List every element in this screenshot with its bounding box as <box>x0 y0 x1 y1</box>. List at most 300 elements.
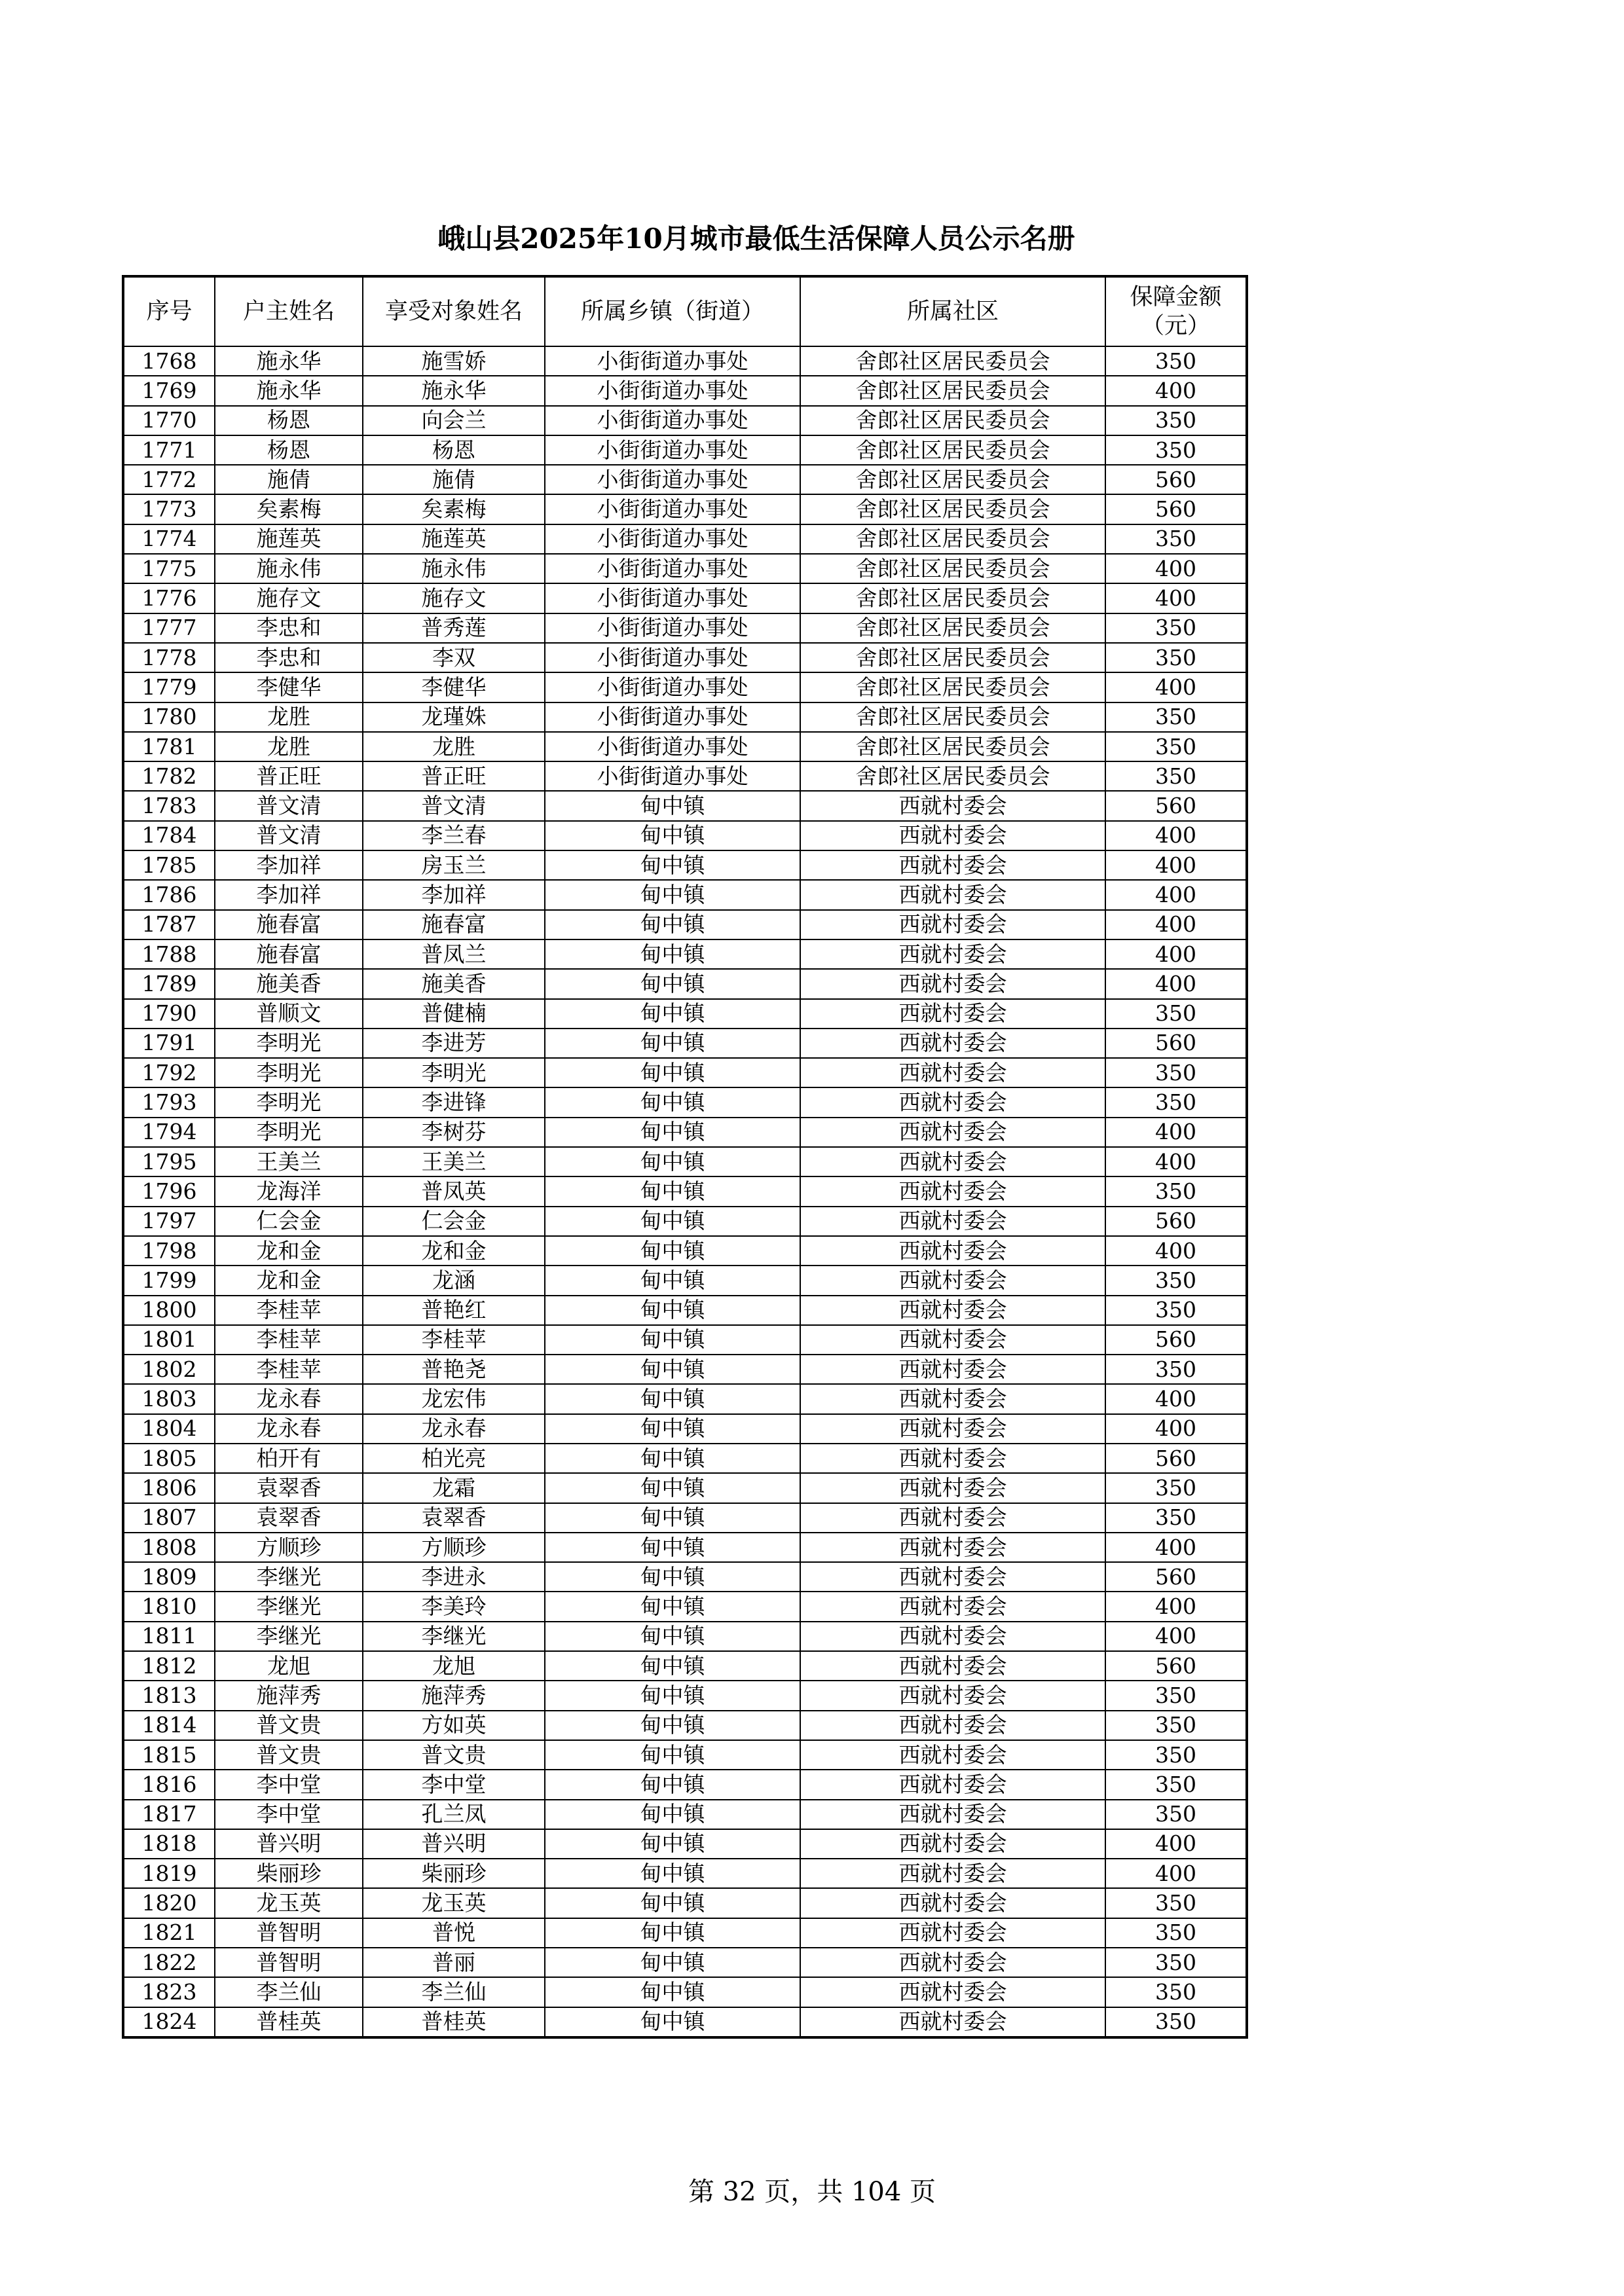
table-row <box>123 1325 1247 1355</box>
cell-township: 甸中镇 <box>545 1592 800 1621</box>
cell-community: 西就村委会 <box>800 1562 1105 1592</box>
cell-index: 1794 <box>123 1118 215 1147</box>
cell-community: 西就村委会 <box>800 1147 1105 1176</box>
cell-community: 西就村委会 <box>800 1325 1105 1355</box>
table-row <box>123 1176 1247 1206</box>
cell-township: 甸中镇 <box>545 1266 800 1295</box>
cell-amount: 350 <box>1105 1800 1247 1829</box>
cell-index: 1807 <box>123 1503 215 1533</box>
cell-amount: 560 <box>1105 465 1247 494</box>
cell-household-head: 李继光 <box>215 1622 363 1651</box>
cell-township: 甸中镇 <box>545 1118 800 1147</box>
cell-amount: 400 <box>1105 1592 1247 1621</box>
cell-amount: 350 <box>1105 524 1247 554</box>
cell-township: 甸中镇 <box>545 1444 800 1473</box>
cell-township: 甸中镇 <box>545 850 800 880</box>
cell-township: 甸中镇 <box>545 1147 800 1176</box>
cell-index: 1818 <box>123 1829 215 1859</box>
cell-beneficiary: 王美兰 <box>363 1147 545 1176</box>
cell-beneficiary: 房玉兰 <box>363 850 545 880</box>
cell-household-head: 普文贵 <box>215 1711 363 1740</box>
cell-index: 1791 <box>123 1029 215 1058</box>
cell-household-head: 袁翠香 <box>215 1503 363 1533</box>
cell-beneficiary: 龙永春 <box>363 1414 545 1444</box>
cell-index: 1774 <box>123 524 215 554</box>
cell-township: 小街街道办事处 <box>545 761 800 791</box>
table-row <box>123 1414 1247 1444</box>
cell-township: 小街街道办事处 <box>545 672 800 702</box>
cell-index: 1769 <box>123 376 215 405</box>
cell-community: 西就村委会 <box>800 1207 1105 1236</box>
cell-community: 西就村委会 <box>800 1355 1105 1384</box>
cell-household-head: 施永伟 <box>215 554 363 583</box>
cell-beneficiary: 李美玲 <box>363 1592 545 1621</box>
cell-beneficiary: 普丽 <box>363 1948 545 1977</box>
cell-beneficiary: 李双 <box>363 643 545 672</box>
cell-community: 西就村委会 <box>800 1592 1105 1621</box>
cell-household-head: 施莲英 <box>215 524 363 554</box>
cell-community: 西就村委会 <box>800 1859 1105 1888</box>
cell-community: 西就村委会 <box>800 1503 1105 1533</box>
cell-township: 甸中镇 <box>545 1770 800 1799</box>
table-row <box>123 1355 1247 1384</box>
cell-township: 甸中镇 <box>545 1977 800 2007</box>
cell-index: 1784 <box>123 821 215 850</box>
cell-amount: 350 <box>1105 613 1247 643</box>
cell-beneficiary: 普桂英 <box>363 2007 545 2037</box>
cell-community: 西就村委会 <box>800 1711 1105 1740</box>
cell-household-head: 李继光 <box>215 1562 363 1592</box>
cell-township: 甸中镇 <box>545 1325 800 1355</box>
cell-community: 西就村委会 <box>800 1414 1105 1444</box>
cell-beneficiary: 普艳红 <box>363 1296 545 1325</box>
cell-index: 1789 <box>123 969 215 998</box>
cell-community: 西就村委会 <box>800 1888 1105 1918</box>
cell-beneficiary: 李进芳 <box>363 1029 545 1058</box>
cell-amount: 400 <box>1105 1147 1247 1176</box>
cell-community: 西就村委会 <box>800 2007 1105 2037</box>
cell-amount: 560 <box>1105 1207 1247 1236</box>
cell-index: 1779 <box>123 672 215 702</box>
cell-amount: 350 <box>1105 1473 1247 1503</box>
cell-amount: 400 <box>1105 1829 1247 1859</box>
table-row <box>123 435 1247 465</box>
cell-township: 甸中镇 <box>545 1651 800 1681</box>
cell-index: 1795 <box>123 1147 215 1176</box>
table-row <box>123 672 1247 702</box>
cell-index: 1817 <box>123 1800 215 1829</box>
table-row <box>123 939 1247 969</box>
cell-amount: 400 <box>1105 1414 1247 1444</box>
cell-township: 甸中镇 <box>545 999 800 1029</box>
cell-beneficiary: 普健楠 <box>363 999 545 1029</box>
cell-amount: 400 <box>1105 1622 1247 1651</box>
cell-index: 1811 <box>123 1622 215 1651</box>
cell-index: 1776 <box>123 583 215 613</box>
cell-community: 舍郎社区居民委员会 <box>800 435 1105 465</box>
cell-beneficiary: 普正旺 <box>363 761 545 791</box>
table-row <box>123 643 1247 672</box>
cell-household-head: 李明光 <box>215 1058 363 1087</box>
cell-household-head: 施萍秀 <box>215 1681 363 1710</box>
table-row <box>123 1087 1247 1117</box>
cell-household-head: 龙玉英 <box>215 1888 363 1918</box>
table-row <box>123 1058 1247 1087</box>
cell-household-head: 施永华 <box>215 346 363 376</box>
cell-index: 1798 <box>123 1236 215 1266</box>
cell-household-head: 龙永春 <box>215 1414 363 1444</box>
cell-township: 甸中镇 <box>545 1296 800 1325</box>
cell-amount: 350 <box>1105 1888 1247 1918</box>
cell-index: 1781 <box>123 732 215 761</box>
cell-household-head: 龙和金 <box>215 1266 363 1295</box>
cell-beneficiary: 李中堂 <box>363 1770 545 1799</box>
cell-household-head: 李明光 <box>215 1118 363 1147</box>
page-footer: 第 32 页，共 104 页 <box>688 2177 936 2207</box>
cell-amount: 350 <box>1105 1058 1247 1087</box>
cell-beneficiary: 李加祥 <box>363 880 545 909</box>
cell-index: 1823 <box>123 1977 215 2007</box>
cell-community: 西就村委会 <box>800 1918 1105 1948</box>
cell-township: 小街街道办事处 <box>545 613 800 643</box>
cell-beneficiary: 杨恩 <box>363 435 545 465</box>
cell-community: 西就村委会 <box>800 910 1105 939</box>
cell-household-head: 施美香 <box>215 969 363 998</box>
cell-amount: 560 <box>1105 1651 1247 1681</box>
cell-township: 甸中镇 <box>545 1829 800 1859</box>
cell-beneficiary: 李树芬 <box>363 1118 545 1147</box>
cell-beneficiary: 施永华 <box>363 376 545 405</box>
cell-index: 1775 <box>123 554 215 583</box>
roster-table <box>122 275 1248 2039</box>
cell-amount: 350 <box>1105 732 1247 761</box>
cell-index: 1806 <box>123 1473 215 1503</box>
table-row <box>123 1236 1247 1266</box>
cell-amount: 350 <box>1105 999 1247 1029</box>
cell-household-head: 柏开有 <box>215 1444 363 1473</box>
table-row <box>123 1622 1247 1651</box>
cell-beneficiary: 李进锋 <box>363 1087 545 1117</box>
cell-community: 西就村委会 <box>800 821 1105 850</box>
cell-community: 舍郎社区居民委员会 <box>800 406 1105 435</box>
cell-household-head: 矣素梅 <box>215 494 363 524</box>
cell-household-head: 李明光 <box>215 1029 363 1058</box>
cell-beneficiary: 方顺珍 <box>363 1533 545 1562</box>
cell-community: 西就村委会 <box>800 1444 1105 1473</box>
cell-community: 舍郎社区居民委员会 <box>800 376 1105 405</box>
cell-index: 1792 <box>123 1058 215 1087</box>
cell-household-head: 普正旺 <box>215 761 363 791</box>
cell-index: 1824 <box>123 2007 215 2037</box>
cell-beneficiary: 普文清 <box>363 791 545 820</box>
cell-beneficiary: 普秀莲 <box>363 613 545 643</box>
cell-household-head: 李中堂 <box>215 1770 363 1799</box>
cell-household-head: 龙和金 <box>215 1236 363 1266</box>
cell-amount: 400 <box>1105 821 1247 850</box>
cell-community: 西就村委会 <box>800 1622 1105 1651</box>
cell-community: 西就村委会 <box>800 1087 1105 1117</box>
table-row <box>123 702 1247 732</box>
cell-township: 甸中镇 <box>545 1207 800 1236</box>
table-row <box>123 910 1247 939</box>
cell-township: 小街街道办事处 <box>545 583 800 613</box>
header-household-head: 户主姓名 <box>215 276 363 346</box>
cell-township: 甸中镇 <box>545 1176 800 1206</box>
cell-beneficiary: 李明光 <box>363 1058 545 1087</box>
cell-index: 1778 <box>123 643 215 672</box>
cell-amount: 560 <box>1105 1562 1247 1592</box>
cell-township: 甸中镇 <box>545 1503 800 1533</box>
cell-township: 甸中镇 <box>545 1681 800 1710</box>
cell-beneficiary: 施永伟 <box>363 554 545 583</box>
cell-township: 甸中镇 <box>545 880 800 909</box>
cell-community: 西就村委会 <box>800 1236 1105 1266</box>
cell-community: 舍郎社区居民委员会 <box>800 346 1105 376</box>
cell-index: 1768 <box>123 346 215 376</box>
cell-beneficiary: 龙旭 <box>363 1651 545 1681</box>
cell-amount: 400 <box>1105 910 1247 939</box>
cell-household-head: 普文清 <box>215 791 363 820</box>
cell-household-head: 龙永春 <box>215 1384 363 1413</box>
cell-index: 1790 <box>123 999 215 1029</box>
cell-township: 小街街道办事处 <box>545 406 800 435</box>
cell-community: 西就村委会 <box>800 1533 1105 1562</box>
table-row <box>123 1029 1247 1058</box>
cell-beneficiary: 李继光 <box>363 1622 545 1651</box>
cell-amount: 400 <box>1105 583 1247 613</box>
cell-beneficiary: 普凤英 <box>363 1176 545 1206</box>
cell-community: 舍郎社区居民委员会 <box>800 643 1105 672</box>
cell-index: 1810 <box>123 1592 215 1621</box>
cell-household-head: 普文清 <box>215 821 363 850</box>
cell-household-head: 方顺珍 <box>215 1533 363 1562</box>
cell-amount: 350 <box>1105 1740 1247 1770</box>
cell-beneficiary: 施存文 <box>363 583 545 613</box>
cell-township: 甸中镇 <box>545 1622 800 1651</box>
cell-amount: 400 <box>1105 672 1247 702</box>
cell-beneficiary: 李进永 <box>363 1562 545 1592</box>
cell-household-head: 李忠和 <box>215 643 363 672</box>
cell-township: 甸中镇 <box>545 791 800 820</box>
cell-index: 1785 <box>123 850 215 880</box>
cell-amount: 560 <box>1105 494 1247 524</box>
cell-community: 西就村委会 <box>800 1948 1105 1977</box>
cell-household-head: 李桂苹 <box>215 1296 363 1325</box>
cell-community: 西就村委会 <box>800 1651 1105 1681</box>
cell-amount: 350 <box>1105 1296 1247 1325</box>
table-row <box>123 1888 1247 1918</box>
cell-beneficiary: 龙涵 <box>363 1266 545 1295</box>
cell-community: 舍郎社区居民委员会 <box>800 494 1105 524</box>
cell-community: 舍郎社区居民委员会 <box>800 702 1105 732</box>
cell-amount: 560 <box>1105 1029 1247 1058</box>
cell-index: 1788 <box>123 939 215 969</box>
cell-community: 西就村委会 <box>800 1977 1105 2007</box>
cell-amount: 560 <box>1105 1325 1247 1355</box>
cell-township: 甸中镇 <box>545 1888 800 1918</box>
cell-index: 1812 <box>123 1651 215 1681</box>
cell-beneficiary: 普兴明 <box>363 1829 545 1859</box>
cell-index: 1809 <box>123 1562 215 1592</box>
cell-community: 西就村委会 <box>800 1770 1105 1799</box>
cell-community: 舍郎社区居民委员会 <box>800 583 1105 613</box>
cell-amount: 350 <box>1105 435 1247 465</box>
cell-index: 1821 <box>123 1918 215 1948</box>
cell-index: 1808 <box>123 1533 215 1562</box>
cell-amount: 560 <box>1105 1444 1247 1473</box>
table-row <box>123 494 1247 524</box>
cell-township: 甸中镇 <box>545 1384 800 1413</box>
cell-household-head: 普桂英 <box>215 2007 363 2037</box>
cell-index: 1793 <box>123 1087 215 1117</box>
cell-index: 1770 <box>123 406 215 435</box>
table-header-row <box>123 276 1247 346</box>
header-amount-line2: （元） <box>1141 313 1210 339</box>
cell-township: 小街街道办事处 <box>545 494 800 524</box>
cell-household-head: 龙旭 <box>215 1651 363 1681</box>
table-row <box>123 850 1247 880</box>
cell-beneficiary: 龙宏伟 <box>363 1384 545 1413</box>
table-row <box>123 1918 1247 1948</box>
cell-beneficiary: 方如英 <box>363 1711 545 1740</box>
cell-household-head: 李加祥 <box>215 850 363 880</box>
cell-community: 西就村委会 <box>800 1740 1105 1770</box>
cell-index: 1787 <box>123 910 215 939</box>
cell-index: 1782 <box>123 761 215 791</box>
cell-household-head: 李继光 <box>215 1592 363 1621</box>
cell-amount: 350 <box>1105 406 1247 435</box>
cell-beneficiary: 仁会金 <box>363 1207 545 1236</box>
table-row <box>123 1711 1247 1740</box>
cell-amount: 350 <box>1105 1711 1247 1740</box>
cell-amount: 350 <box>1105 1770 1247 1799</box>
cell-index: 1803 <box>123 1384 215 1413</box>
cell-township: 甸中镇 <box>545 1355 800 1384</box>
cell-index: 1814 <box>123 1711 215 1740</box>
cell-township: 甸中镇 <box>545 1948 800 1977</box>
cell-township: 甸中镇 <box>545 1800 800 1829</box>
cell-household-head: 杨恩 <box>215 435 363 465</box>
cell-township: 甸中镇 <box>545 1740 800 1770</box>
cell-beneficiary: 李桂苹 <box>363 1325 545 1355</box>
cell-community: 西就村委会 <box>800 1473 1105 1503</box>
cell-community: 西就村委会 <box>800 1029 1105 1058</box>
cell-household-head: 施春富 <box>215 910 363 939</box>
cell-household-head: 施永华 <box>215 376 363 405</box>
cell-amount: 350 <box>1105 1087 1247 1117</box>
cell-community: 舍郎社区居民委员会 <box>800 524 1105 554</box>
cell-index: 1797 <box>123 1207 215 1236</box>
cell-index: 1816 <box>123 1770 215 1799</box>
cell-beneficiary: 施莲英 <box>363 524 545 554</box>
cell-household-head: 李兰仙 <box>215 1977 363 2007</box>
cell-beneficiary: 孔兰凤 <box>363 1800 545 1829</box>
cell-township: 甸中镇 <box>545 1087 800 1117</box>
table-row <box>123 465 1247 494</box>
table-row <box>123 1266 1247 1295</box>
cell-index: 1805 <box>123 1444 215 1473</box>
cell-beneficiary: 向会兰 <box>363 406 545 435</box>
cell-township: 甸中镇 <box>545 1473 800 1503</box>
table-row <box>123 406 1247 435</box>
cell-community: 西就村委会 <box>800 999 1105 1029</box>
table-body <box>123 346 1247 2037</box>
cell-township: 小街街道办事处 <box>545 554 800 583</box>
cell-index: 1796 <box>123 1176 215 1206</box>
cell-beneficiary: 李兰春 <box>363 821 545 850</box>
table-row <box>123 1948 1247 1977</box>
cell-township: 甸中镇 <box>545 1918 800 1948</box>
cell-amount: 400 <box>1105 880 1247 909</box>
cell-amount: 400 <box>1105 850 1247 880</box>
cell-household-head: 李明光 <box>215 1087 363 1117</box>
header-amount-line1: 保障金额 <box>1130 284 1222 310</box>
cell-household-head: 李桂苹 <box>215 1355 363 1384</box>
cell-household-head: 龙胜 <box>215 702 363 732</box>
cell-community: 西就村委会 <box>800 1058 1105 1087</box>
cell-index: 1820 <box>123 1888 215 1918</box>
cell-amount: 400 <box>1105 1118 1247 1147</box>
table-row <box>123 1859 1247 1888</box>
cell-township: 甸中镇 <box>545 1859 800 1888</box>
table-row <box>123 1473 1247 1503</box>
table-row <box>123 1800 1247 1829</box>
cell-beneficiary: 施美香 <box>363 969 545 998</box>
cell-community: 西就村委会 <box>800 1266 1105 1295</box>
table-row <box>123 613 1247 643</box>
table-row <box>123 524 1247 554</box>
table-row <box>123 880 1247 909</box>
cell-beneficiary: 施倩 <box>363 465 545 494</box>
cell-amount: 400 <box>1105 376 1247 405</box>
cell-household-head: 李加祥 <box>215 880 363 909</box>
cell-community: 西就村委会 <box>800 791 1105 820</box>
cell-township: 甸中镇 <box>545 969 800 998</box>
cell-index: 1783 <box>123 791 215 820</box>
cell-amount: 350 <box>1105 1355 1247 1384</box>
cell-township: 小街街道办事处 <box>545 346 800 376</box>
cell-amount: 400 <box>1105 1859 1247 1888</box>
cell-community: 西就村委会 <box>800 880 1105 909</box>
table-row <box>123 1977 1247 2007</box>
table-row <box>123 1740 1247 1770</box>
cell-amount: 560 <box>1105 791 1247 820</box>
table-row <box>123 346 1247 376</box>
cell-community: 西就村委会 <box>800 1384 1105 1413</box>
cell-index: 1771 <box>123 435 215 465</box>
cell-beneficiary: 龙霜 <box>363 1473 545 1503</box>
cell-index: 1802 <box>123 1355 215 1384</box>
table-row <box>123 761 1247 791</box>
table-row <box>123 999 1247 1029</box>
cell-community: 舍郎社区居民委员会 <box>800 554 1105 583</box>
header-index: 序号 <box>123 276 215 346</box>
cell-township: 甸中镇 <box>545 939 800 969</box>
table-row <box>123 821 1247 850</box>
cell-amount: 350 <box>1105 761 1247 791</box>
table-row <box>123 1503 1247 1533</box>
table-row <box>123 554 1247 583</box>
cell-household-head: 李桂苹 <box>215 1325 363 1355</box>
cell-index: 1773 <box>123 494 215 524</box>
cell-index: 1786 <box>123 880 215 909</box>
cell-community: 西就村委会 <box>800 1681 1105 1710</box>
cell-household-head: 李忠和 <box>215 613 363 643</box>
cell-beneficiary: 龙玉英 <box>363 1888 545 1918</box>
table-row <box>123 1533 1247 1562</box>
cell-index: 1801 <box>123 1325 215 1355</box>
cell-township: 甸中镇 <box>545 910 800 939</box>
